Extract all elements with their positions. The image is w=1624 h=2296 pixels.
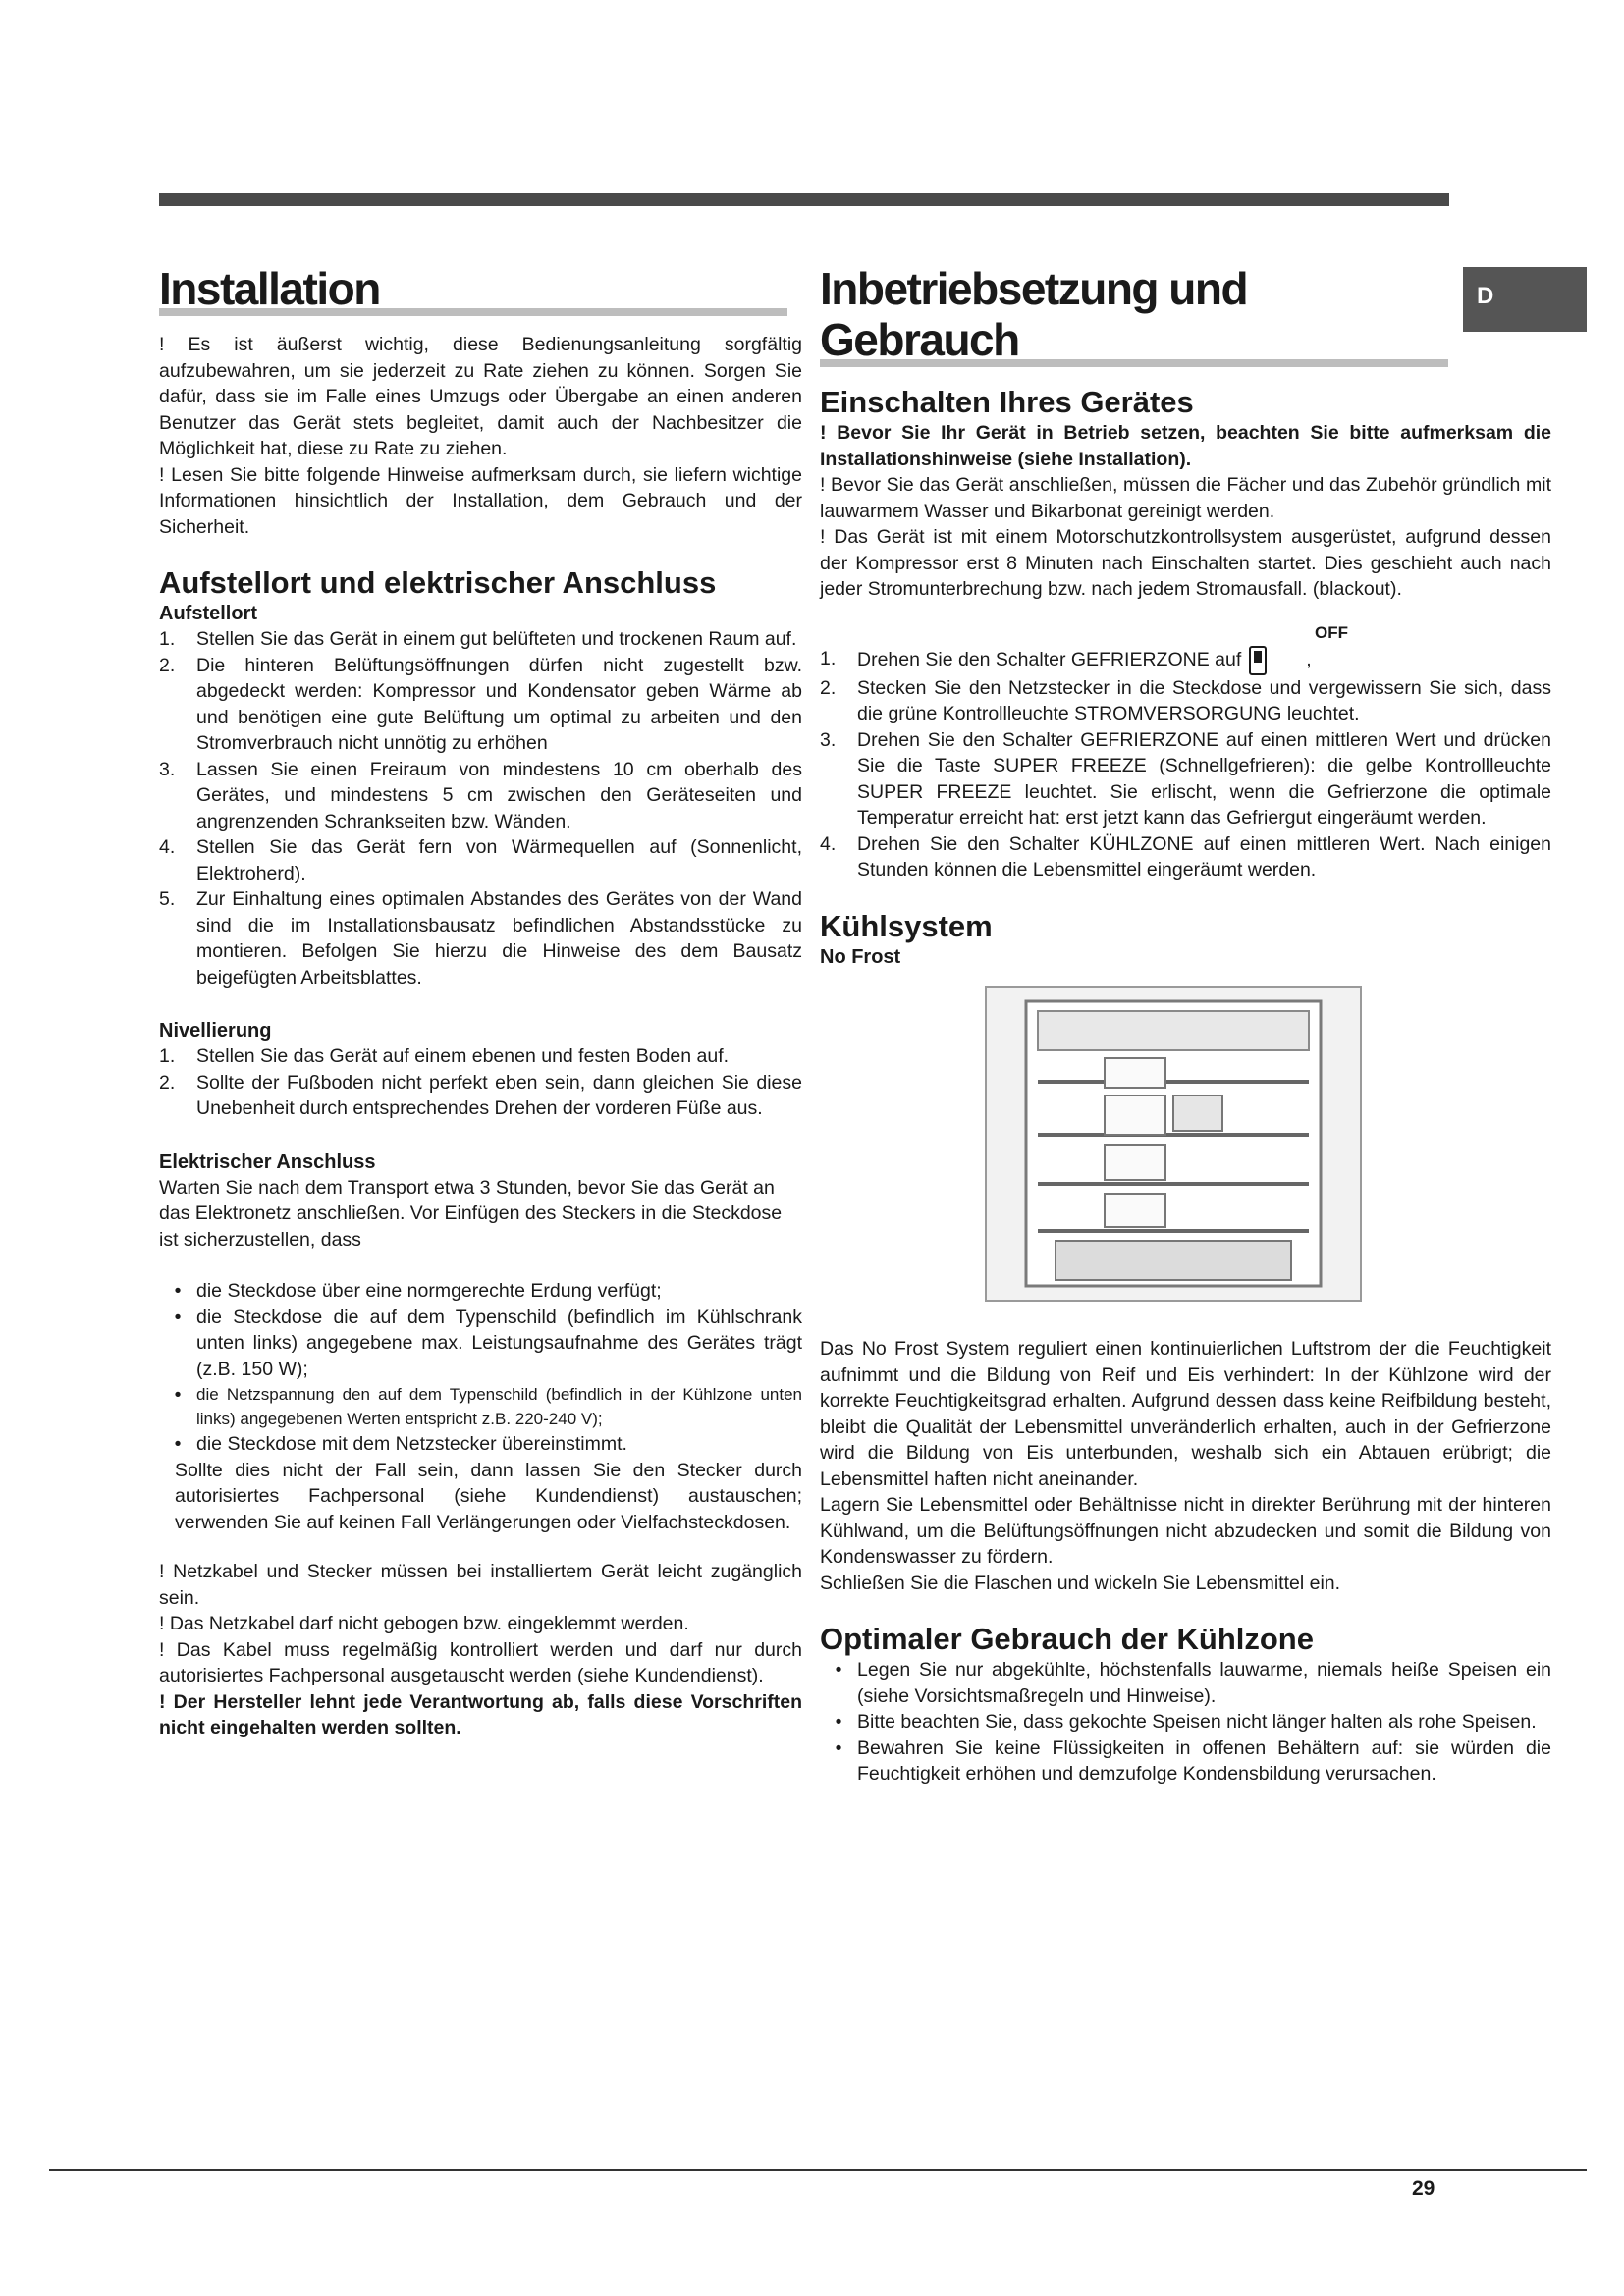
list-item	[820, 727, 1551, 831]
list-item-number: 1.	[159, 628, 176, 650]
list-item-text: Zur Einhaltung eines optimalen Abstandes des Gerätes von der Wand sind die im Installationsbausatz befindlichen Abstandsstücke zu montieren. Befolgen Sie hierzu die Hinweise des dem Bausatz beigefügten Arbeitsblattes.	[196, 888, 802, 988]
list-item	[159, 886, 802, 990]
list-item	[159, 1431, 802, 1458]
bullet-icon: •	[835, 1736, 842, 1759]
list-item	[820, 831, 1551, 883]
nofrost-subtitle: No Frost	[820, 945, 901, 968]
list-item-text: Stellen Sie das Gerät auf einem ebenen und festen Boden auf.	[196, 1045, 730, 1067]
fridge-interior-image	[985, 986, 1362, 1302]
list-item	[159, 834, 802, 886]
bullet-icon: •	[174, 1433, 182, 1455]
list-item	[820, 1709, 1551, 1735]
note-reinigen: ! Bevor Sie das Gerät anschließen, müssen die Fächer und das Zubehör gründlich mit lauwarmem Wasser und Bikarbonat gereinigt werden.	[820, 474, 1551, 522]
nofrost-paragraph-2: Lagern Sie Lebensmittel oder Behältnisse nicht in direkter Berührung mit der hinteren Kühlwand, um die Belüftungsöffnungen nicht abzudecken und somit die Bildung von Kondenswasser zu fördern.	[820, 1494, 1551, 1568]
nivellierung-subtitle: Nivellierung	[159, 1020, 272, 1041]
installation-title: Installation	[159, 263, 380, 314]
list-item-text: Lassen Sie einen Freiraum von mindestens 10 cm oberhalb des Gerätes, und mindestens 5 cm zwischen den Geräteseiten und angrenzenden Schrankseiten bzw. Wänden.	[196, 758, 802, 832]
list-item-number: 2.	[159, 1071, 176, 1094]
list-item-text: die Steckdose die auf dem Typenschild (befindlich im Kühlschrank unten links) angegebene max. Leistungsaufnahme des Gerätes trägt (z.B. 150 W);	[196, 1306, 802, 1380]
steps-block	[820, 622, 1551, 883]
optimaler-gebrauch-list	[820, 1657, 1551, 1788]
page-number: 29	[1412, 2177, 1435, 2200]
intro-paragraph-2: ! Lesen Sie bitte folgende Hinweise aufmerksam durch, sie liefern wichtige Informationen hinsichtlich der Installation, dem Gebrauch und der Sicherheit.	[159, 463, 802, 538]
bullet-icon: •	[174, 1280, 182, 1302]
section-aufstellort-anschluss-title: Aufstellort und elektrischer Anschluss	[159, 565, 717, 600]
nofrost-paragraph: Das No Frost System reguliert einen kontinuierlichen Luftstrom der die Feuchtigkeit aufnimmt und die Bildung von Reif und Eis verhindert: In der Kühlzone wird der korrekte Feuchtigkeitsgrad erhalten. Aufgrund dessen dass keine Reifbildung besteht, bleibt die Qualität der Lebensmittel unveränderlich erhalten, auch in der Gefrierzone wird die Bildung von Eis unterbunden, weshalb sich ein Abtauen erübrigt; die Lebensmittel haften nicht aneinander.	[820, 1338, 1551, 1490]
list-item	[820, 1657, 1551, 1709]
note-netzkabel: ! Netzkabel und Stecker müssen bei installiertem Gerät leicht zugänglich sein.	[159, 1561, 802, 1609]
elektrisch-paragraph: Warten Sie nach dem Transport etwa 3 Stunden, bevor Sie das Gerät an das Elektronetz anschließen. Vor Einfügen des Steckers in die Steckdose ist sicherzustellen, dass	[159, 1176, 783, 1251]
list-item-number: 5.	[159, 888, 176, 910]
list-item-number: 2.	[159, 654, 176, 676]
right-column	[820, 263, 1551, 1788]
list-item-suffix: ,	[1306, 648, 1312, 670]
elektrisch-list	[159, 1278, 802, 1458]
list-item-text: Sollte der Fußboden nicht perfekt eben sein, dann gleichen Sie diese Unebenheit durch entsprechendes Drehen der vorderen Füße aus.	[196, 1071, 802, 1119]
list-item	[820, 675, 1551, 727]
bold-installation-note: ! Bevor Sie Ihr Gerät in Betrieb setzen, beachten Sie bitte aufmerksam die Installationshinweise (siehe Installation).	[820, 422, 1551, 470]
note-motorschutz: ! Das Gerät ist mit einem Motorschutzkontrollsystem ausgerüstet, aufgrund dessen der Kompressor erst 8 Minuten nach Einschalten startet. Dies geschieht auch nach jeder Stromunterbrechung bzw. nach jedem Stromausfall. (blackout).	[820, 526, 1551, 600]
list-item-number: 3.	[159, 758, 176, 780]
off-label: OFF	[1315, 622, 1348, 642]
list-item	[159, 653, 802, 757]
list-item-text: Stecken Sie den Netzstecker in die Steckdose und vergewissern Sie sich, dass die grüne Kontrollleuchte STROMVERSORGUNG leuchtet.	[857, 676, 1551, 724]
inbetrieb-title-line1: Inbetriebsetzung und	[820, 263, 1248, 314]
list-item-text: Stellen Sie das Gerät fern von Wärmequellen auf (Sonnenlicht, Elektroherd).	[196, 836, 802, 884]
optimaler-gebrauch-title: Optimaler Gebrauch der Kühlzone	[820, 1622, 1314, 1656]
list-item-text: Die hinteren Belüftungsöffnungen dürfen nicht zugestellt bzw. abgedeckt werden: Kompressor und Kondensator geben Wärme ab und benötigen eine gute Belüftung um optimal zu arbeiten und den Stromverbrauch nicht unnötig zu erhöhen	[196, 654, 802, 754]
list-item	[159, 1382, 802, 1431]
bullet-icon: •	[835, 1659, 842, 1681]
list-item	[159, 1043, 802, 1070]
nofrost-paragraph-3: Schließen Sie die Flaschen und wickeln Sie Lebensmittel ein.	[820, 1572, 1341, 1594]
einschalten-steps	[820, 646, 1551, 883]
intro-paragraph: ! Es ist äußerst wichtig, diese Bedienungsanleitung sorgfältig aufzubewahren, um sie jederzeit zu Rate ziehen zu können. Sorgen Sie dafür, dass sie im Falle eines Umzugs oder Übergabe an einen anderen Benutzer das Gerät stets begleitet, damit auch der Nachbesitzer die Möglichkeit hat, diese zu Rate zu ziehen.	[159, 334, 802, 459]
list-item-number: 1.	[820, 647, 837, 669]
list-item	[820, 646, 1551, 675]
footer-rule	[49, 2169, 1587, 2171]
list-item	[159, 1278, 802, 1305]
einschalten-title: Einschalten Ihres Gerätes	[820, 385, 1194, 419]
inbetrieb-title-line2: Gebrauch	[820, 314, 1019, 365]
aufstellort-subtitle: Aufstellort	[159, 603, 257, 624]
inbetrieb-heading-block	[820, 263, 1448, 373]
list-item-number: 4.	[820, 832, 837, 855]
list-item	[159, 1305, 802, 1383]
nivellierung-list	[159, 1043, 802, 1122]
elektrisch-subtitle: Elektrischer Anschluss	[159, 1150, 376, 1173]
list-item-text: die Steckdose über eine normgerechte Erdung verfügt;	[196, 1280, 662, 1302]
list-item-number: 4.	[159, 836, 176, 858]
list-item-text: die Netzspannung den auf dem Typenschild (befindlich in der Kühlzone unten links) angegebenen Werten entspricht z.B. 220-240 V);	[196, 1385, 802, 1428]
off-switch-icon	[1249, 646, 1267, 675]
aufstellort-list	[159, 626, 802, 990]
list-item	[159, 757, 802, 835]
manufacturer-warning: ! Der Hersteller lehnt jede Verantwortung ab, falls diese Vorschriften nicht eingehalten werden sollten.	[159, 1690, 802, 1738]
list-item	[159, 1070, 802, 1122]
bullet-icon: •	[174, 1306, 182, 1328]
list-item-text: Drehen Sie den Schalter GEFRIERZONE auf einen mittleren Wert und drücken Sie die Taste SUPER FREEZE (Schnellgefrieren): die gelbe Kontrollleuchte SUPER FREEZE leuchtet. Sie erlischt, wenn die Gefrierzone die optimale Temperatur erreicht hat: erst jetzt kann das Gefriergut eingeräumt werden.	[857, 728, 1551, 828]
list-item-number: 2.	[820, 676, 837, 699]
list-item-number: 3.	[820, 728, 837, 751]
top-rule	[159, 193, 1449, 206]
installation-heading-block	[159, 263, 787, 322]
list-item-text: Drehen Sie den Schalter KÜHLZONE auf einen mittleren Wert. Nach einigen Stunden können die Lebensmittel eingeräumt werden.	[857, 832, 1551, 881]
list-item-text: Drehen Sie den Schalter GEFRIERZONE auf ,	[857, 646, 1551, 675]
list-item-text: Bewahren Sie keine Flüssigkeiten in offenen Behältern auf: sie würden die Feuchtigkeit erhöhen und demzufolge Kondensbildung verursachen.	[857, 1736, 1551, 1785]
list-item-text: Bitte beachten Sie, dass gekochte Speisen nicht länger halten als rohe Speisen.	[857, 1711, 1537, 1733]
list-item-text: die Steckdose mit dem Netzstecker übereinstimmt.	[196, 1433, 627, 1455]
list-item	[159, 626, 802, 653]
note-kontrolliert: ! Das Kabel muss regelmäßig kontrolliert werden und darf nur durch autorisiertes Fachpersonal ausgetauscht werden (siehe Kundendienst).	[159, 1638, 802, 1686]
list-item-number: 1.	[159, 1045, 176, 1067]
language-tab-label: D	[1477, 283, 1494, 309]
elektrisch-after: Sollte dies nicht der Fall sein, dann lassen Sie den Stecker durch autorisiertes Fachpersonal (siehe Kundendienst) austauschen; verwenden Sie auf keinen Fall Verlängerungen oder Vielfachsteckdosen.	[175, 1459, 802, 1533]
note-gebogen: ! Das Netzkabel darf nicht gebogen bzw. eingeklemmt werden.	[159, 1613, 689, 1634]
list-item	[820, 1735, 1551, 1788]
left-column	[159, 263, 802, 1741]
list-item-text: Stellen Sie das Gerät in einem gut belüfteten und trockenen Raum auf.	[196, 628, 797, 650]
kuehlsystem-title: Kühlsystem	[820, 908, 993, 943]
list-item-text: Legen Sie nur abgekühlte, höchstenfalls lauwarme, niemals heiße Speisen ein (siehe Vorsichtsmaßregeln und Hinweise).	[857, 1659, 1551, 1707]
bullet-icon: •	[174, 1384, 182, 1406]
bullet-icon: •	[835, 1711, 842, 1733]
